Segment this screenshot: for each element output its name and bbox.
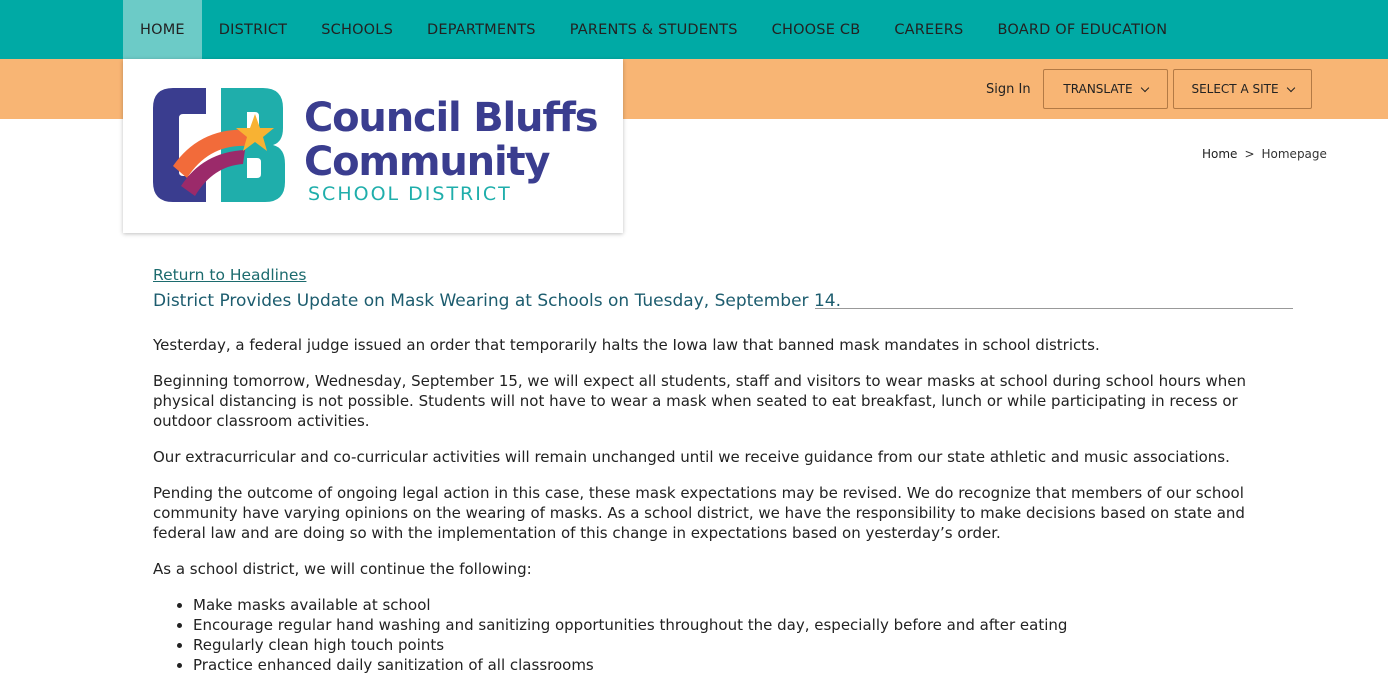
nav-item-board-of-education[interactable]: BOARD OF EDUCATION bbox=[997, 21, 1168, 38]
list-item: • Encourage regular hand washing and sanitizing opportunities throughout the day, especially before and after eating bbox=[193, 615, 1293, 635]
title-divider bbox=[815, 308, 1293, 309]
practices-list bbox=[193, 595, 1293, 675]
breadcrumb bbox=[1202, 147, 1327, 161]
article-paragraph: Yesterday, a federal judge issued an order that temporarily halts the Iowa law that banned mask mandates in school districts. bbox=[153, 336, 1100, 354]
article-content bbox=[153, 265, 1293, 675]
logo-text-community: Community bbox=[304, 139, 550, 185]
headline-row bbox=[153, 291, 1293, 315]
translate-dropdown[interactable] bbox=[1043, 69, 1168, 109]
article-paragraph: As a school district, we will continue the following: bbox=[153, 560, 532, 578]
chevron-down-icon bbox=[1140, 83, 1148, 91]
chevron-down-icon bbox=[1286, 83, 1294, 91]
main-navigation bbox=[0, 0, 1388, 59]
nav-item-parents-students[interactable]: PARENTS & STUDENTS bbox=[569, 21, 738, 38]
article-paragraph: Pending the outcome of ongoing legal action in this case, these mask expectations may be revised. We do recognize that members of our school community have varying opinions on the wearing of masks. As a school district, we have the responsibility to make decisions based on state and federal law and are doing so with the implementation of this change in expectations based on yesterday’s order. bbox=[153, 484, 1245, 542]
select-site-label: SELECT A SITE bbox=[1191, 82, 1279, 96]
breadcrumb-separator: > bbox=[1244, 147, 1255, 161]
nav-item-careers[interactable]: CAREERS bbox=[894, 21, 964, 38]
breadcrumb-current: Homepage bbox=[1261, 147, 1327, 161]
nav-item-district[interactable]: DISTRICT bbox=[218, 21, 288, 38]
main-nav-list bbox=[123, 0, 1184, 59]
list-item: • Regularly clean high touch points bbox=[193, 635, 1293, 655]
sign-in-link[interactable]: Sign In bbox=[986, 82, 1031, 97]
nav-item-departments[interactable]: DEPARTMENTS bbox=[426, 21, 536, 38]
breadcrumb-home-link[interactable]: Home bbox=[1202, 147, 1238, 161]
list-item: • Practice enhanced daily sanitization of all classrooms bbox=[193, 655, 1293, 675]
nav-item-home[interactable]: HOME bbox=[123, 0, 202, 59]
nav-item-schools[interactable]: SCHOOLS bbox=[321, 21, 393, 38]
translate-label: TRANSLATE bbox=[1063, 82, 1133, 96]
return-to-headlines-link[interactable]: Return to Headlines bbox=[153, 266, 307, 284]
logo-text-council-bluffs: Council Bluffs bbox=[304, 95, 598, 141]
district-logo[interactable] bbox=[123, 59, 623, 233]
cb-logo-icon bbox=[151, 86, 291, 206]
nav-item-choose-cb[interactable]: CHOOSE CB bbox=[771, 21, 861, 38]
article-title: District Provides Update on Mask Wearing at Schools on Tuesday, September 14. bbox=[153, 291, 841, 311]
article-paragraph: Our extracurricular and co-curricular activities will remain unchanged until we receive guidance from our state athletic and music associations. bbox=[153, 448, 1230, 466]
logo-text-school-district: SCHOOL DISTRICT bbox=[308, 183, 512, 205]
article-paragraph: Beginning tomorrow, Wednesday, September 15, we will expect all students, staff and visitors to wear masks at school during school hours when physical distancing is not possible. Students will not have to wear a mask when seated to eat breakfast, lunch or while participating in recess or outdoor classroom activities. bbox=[153, 372, 1247, 430]
list-item: • Make masks available at school bbox=[193, 595, 1293, 615]
select-site-dropdown[interactable] bbox=[1173, 69, 1312, 109]
